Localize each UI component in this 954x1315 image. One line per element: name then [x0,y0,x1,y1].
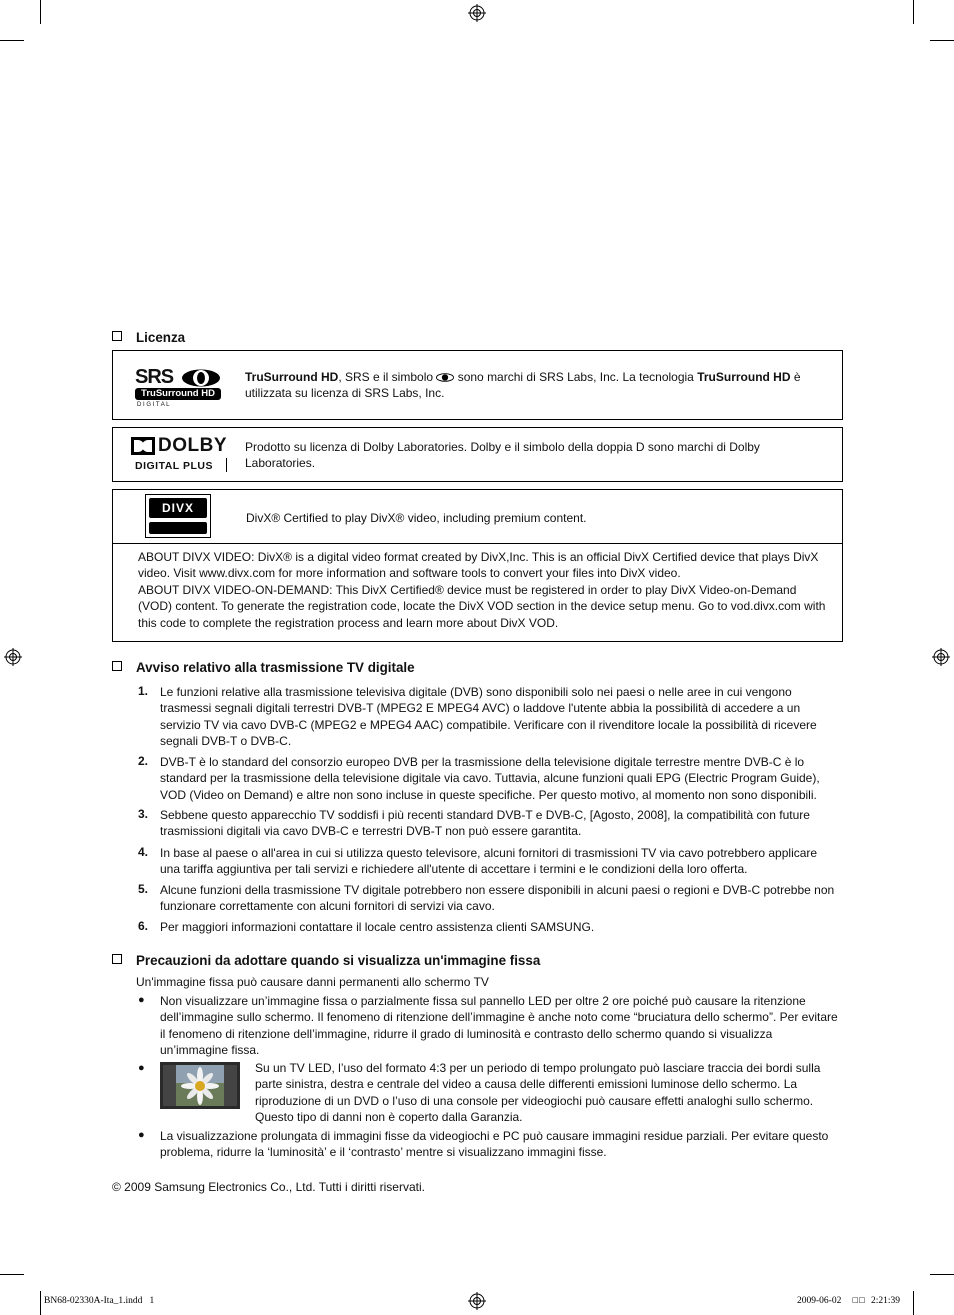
registration-mark-icon [932,648,950,666]
list-item: Sebbene questo apparecchio TV soddisfi i più recenti standard DVB-T e DVB-C, [Agosto, 2008], la compatibilità con future trasmissioni digitali via cavo DVB-C e terrestri DVB-T non può essere garantita. [160,808,810,839]
dolby-license-text: Prodotto su licenza di Dolby Laboratories. Dolby e il simbolo della doppia D sono marchi di Dolby Laboratories. [245,440,760,471]
tv-flower-image [160,1062,240,1109]
srs-license-text: TruSurround HD, SRS e il simbolo sono marchi di SRS Labs, Inc. La tecnologia TruSurround HD è utilizzata su licenza di SRS Labs, Inc. [245,370,801,401]
registration-mark-icon [468,4,486,22]
list-item: Le funzioni relative alla trasmissione televisiva digitale (DVB) sono disponibili solo nei paesi o nelle aree in cui vengono trasmessi segnali digitali terrestri DVB-T (MPEG2 E MPEG4 AVC) o laddove l'utente abbia la possibilità di accedere a un servizio TV via cavo DVB-C (MPEG2 e MPEG4 AAC) compatibile. Verificare con il rivenditore locale la possibilità di ricevere segnali DVB-T o DVB-C. [160,685,817,748]
section-title-licenza: Licenza [112,330,185,345]
srs-symbol-icon [181,369,221,387]
list-number: 5. [138,882,149,896]
precauzioni-intro: Un'immagine fissa può causare danni permanenti allo schermo TV [136,975,489,989]
srs-logo: SRS TruSurround HD D I G I T A L [135,367,223,409]
list-number: 6. [138,919,149,933]
list-item: In base al paese o all'area in cui si utilizza questo televisore, alcuni fornitori di trasmissioni TV via cavo potrebbero applicare una tariffa aggiuntiva per tali servizi e richiedere all'utente di accettare i termini e le condizioni della loro offerta. [160,846,818,877]
slug-time: 2:21:39 [871,1296,901,1306]
srs-license-box [112,350,843,420]
divx-about-video: ABOUT DIVX VIDEO: DivX® is a digital video format created by DivX,Inc. This is an official DivX Certified device that plays DivX video. Visit www.divx.com for more information and software tools to convert your files into DivX video. [138,550,819,581]
bullet-icon: ● [138,1062,145,1074]
slug-file: BN68-02330A-Ita_1.indd 1 [44,1296,155,1306]
list-number: 3. [138,807,149,821]
list-item: Per maggiori informazioni contattare il locale centro assistenza clienti SAMSUNG. [160,920,595,934]
list-item: DVB-T è lo standard del consorzio europeo DVB per la trasmissione della televisione digitale terrestre mentre DVB-C è lo standard per la trasmissione della televisione digitale via cavo. Tuttavia, alcune funzioni quali EPG (Electric Program Guide), VOD (Video on Demand) e altre non sono incluse in queste specifiche. Per questo motivo, al momento non sono disponibili. [160,755,820,802]
bullet-item: La visualizzazione prolungata di immagini fisse da videogiochi e PC può causare immagini residue parziali. Per evitare questo problema, ridurre la ‘luminosità’ e il ‘contrasto’ mentre si visualizzano immagini fisse. [160,1129,829,1160]
bullet-item: Non visualizzare un’immagine fissa o parzialmente fissa sul pannello LED per oltre 2 ore poiché può causare la ritenzione dell’immagine sullo schermo. Il fenomeno di ritenzione dell’immagine è anche noto come “bruciatura dello schermo”. Per evitare il fenomeno di ritenzione dell’immagine, ridurre il grado di luminosità e contrasto dello schermo quando si visualizza un’immagine fissa. [160,994,838,1057]
divx-logo: DIVX [145,494,211,538]
registration-mark-icon [4,648,22,666]
list-number: 2. [138,754,149,768]
divx-certified-text: DivX® Certified to play DivX® video, including premium content. [246,511,587,525]
copyright: © 2009 Samsung Electronics Co., Ltd. Tutti i diritti riservati. [112,1180,425,1194]
section-title-avviso: Avviso relativo alla trasmissione TV digitale [112,660,415,675]
srs-symbol-icon [436,373,454,382]
dolby-double-d-icon [131,437,155,455]
dolby-logo: DOLBY DIGITAL PLUS [129,436,229,474]
divx-about-vod: ABOUT DIVX VIDEO-ON-DEMAND: This DivX Certified® device must be registered in order to play DivX Video-on-Demand (VOD) content. To generate the registration code, locate the DivX VOD section in the device setup menu. Go to vod.divx.com with this code to complete the registration process and learn more about DivX VOD. [138,583,826,630]
bullet-icon: ● [138,1129,145,1141]
list-number: 1. [138,684,149,698]
dolby-license-box [112,427,843,482]
bullet-icon: ● [138,994,145,1006]
list-item: Alcune funzioni della trasmissione TV digitale potrebbero non essere disponibili in alcuni paesi o regioni e DVB-C potrebbe non funzionare correttamente con alcuni fornitori di servizi via cavo. [160,883,835,914]
divx-license-box [112,489,843,642]
registration-mark-icon [468,1292,486,1310]
slug-date: 2009-06-02 [797,1296,842,1306]
bullet-item: Su un TV LED, l’uso del formato 4:3 per un periodo di tempo prolungato può lasciare traccia dei bordi sulla parte sinistra, destra e centrale del video a causa delle differenti emissioni luminose dello schermo. La riproduzione di un DVD o l’uso di una console per videogiochi può causare effetti analoghi sullo schermo. Questo tipo di danni non è coperto dalla Garanzia. [255,1061,821,1124]
section-title-precauzioni: Precauzioni da adottare quando si visualizza un'immagine fissa [112,953,540,968]
slug-boxes: □□ [852,1296,866,1304]
list-number: 4. [138,845,149,859]
